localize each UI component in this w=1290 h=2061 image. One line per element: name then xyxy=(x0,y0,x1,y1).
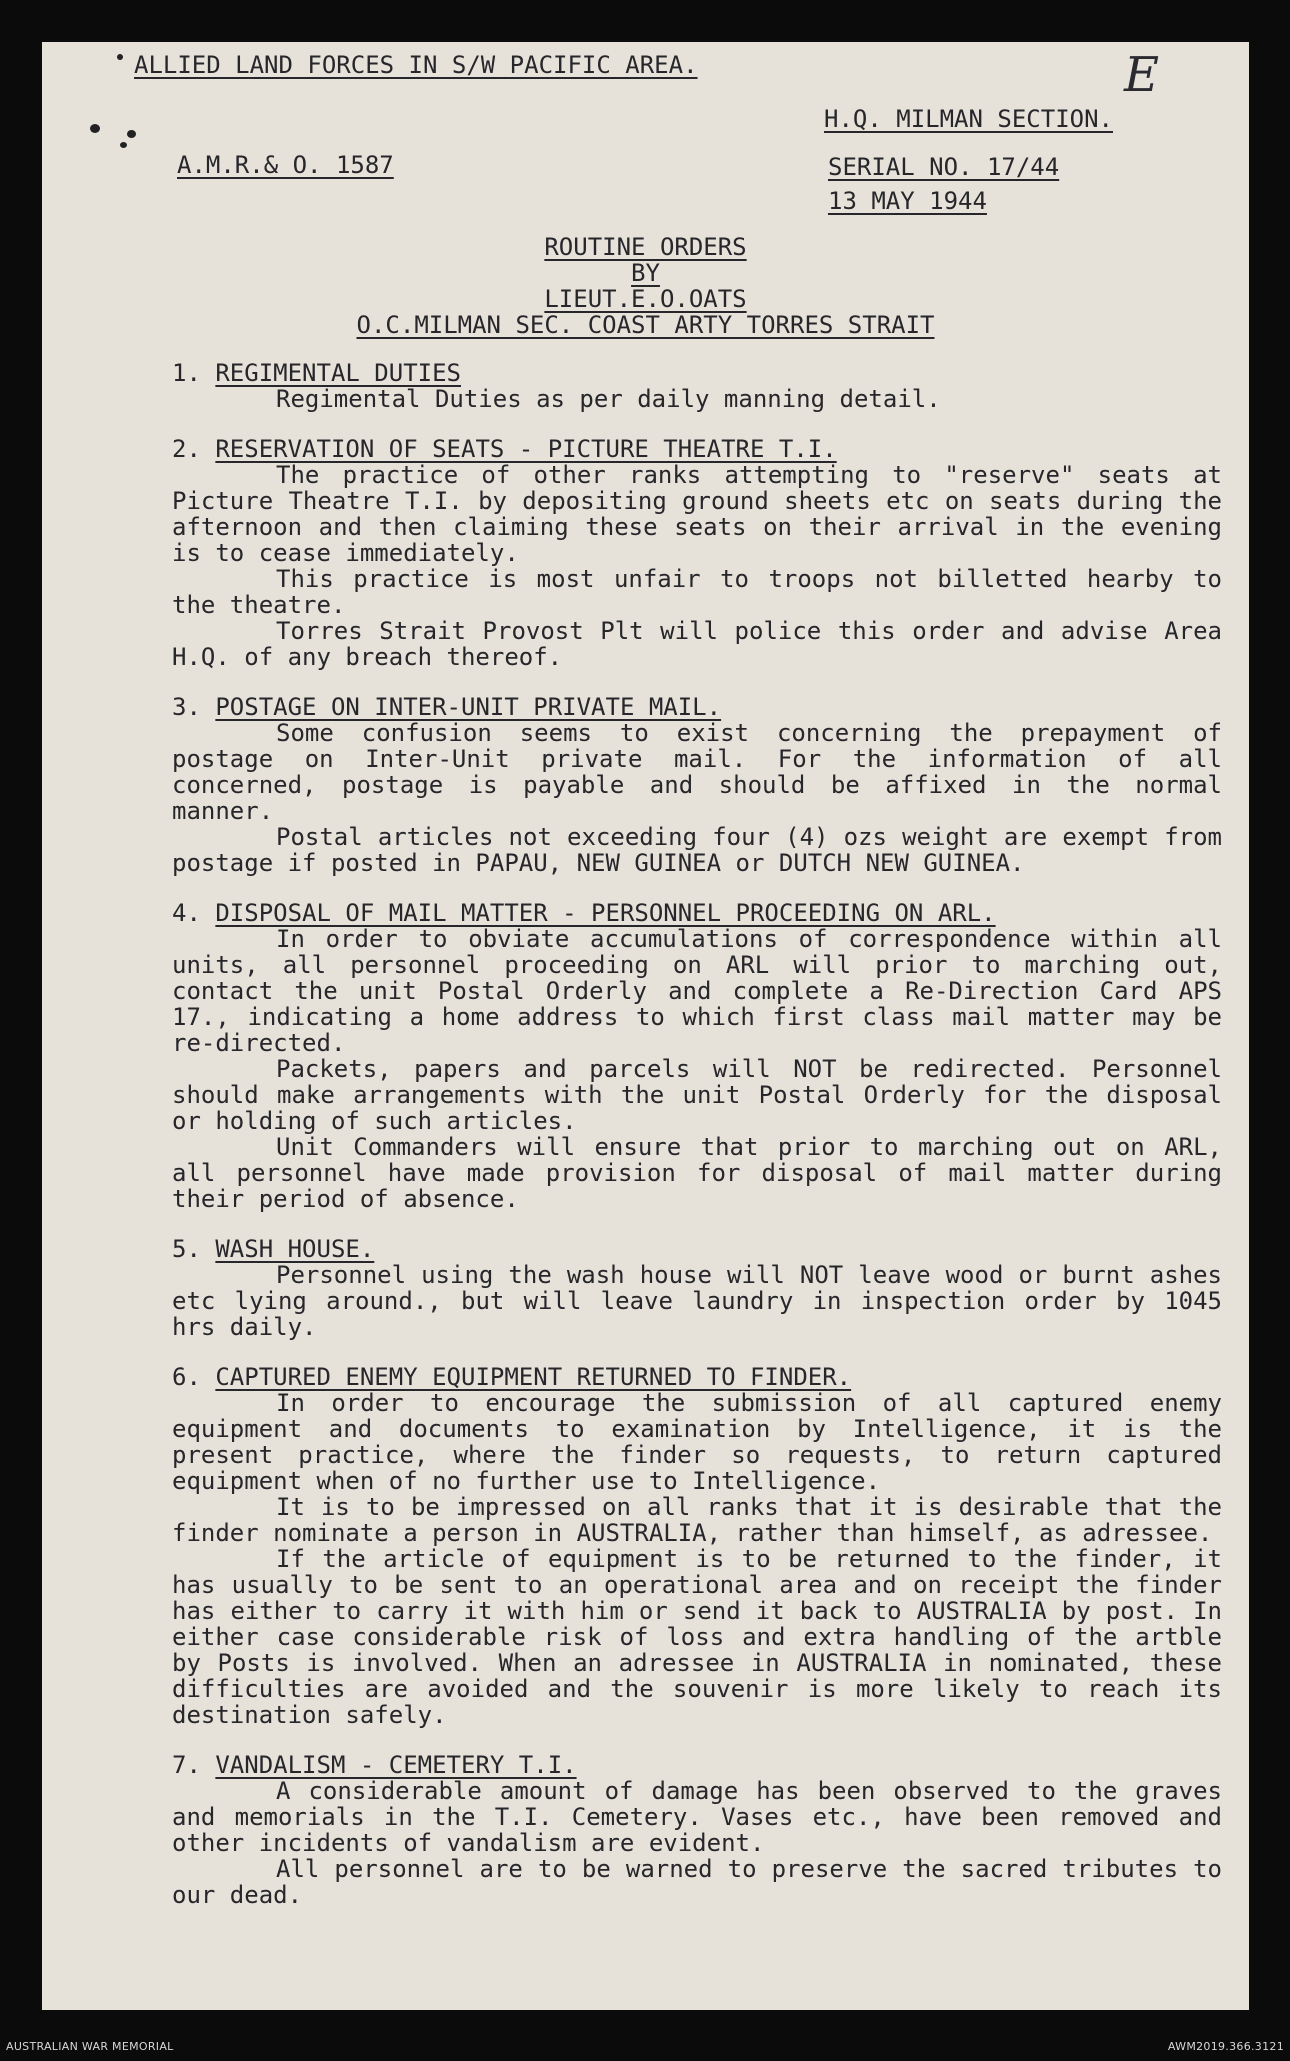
ink-dot xyxy=(90,124,100,133)
section-heading xyxy=(172,1752,1222,1778)
title-line-3: LIEUT.E.O.OATS xyxy=(544,285,747,313)
section-heading xyxy=(172,900,1222,926)
ink-dot xyxy=(117,54,123,60)
paragraph: In order to obviate accumulations of correspondence within all units, all personnel proceeding on ARL will prior to marching out, contact the unit Postal Orderly and complete a Re-Direction Card APS 17., indicating a home address to which first class mail matter may be re-directed. xyxy=(172,925,1222,1057)
order-section xyxy=(172,900,1222,1212)
section-title: CAPTURED ENEMY EQUIPMENT RETURNED TO FINDER. xyxy=(215,1363,852,1391)
paragraph: This practice is most unfair to troops not billetted hearby to the theatre. xyxy=(172,565,1222,619)
paragraph: In order to encourage the submission of all captured enemy equipment and documents to examination by Intelligence, it is the present practice, where the finder so requests, to return captured equipment when of no further use to Intelligence. xyxy=(172,1389,1222,1495)
order-section xyxy=(172,1752,1222,1908)
paragraph: Postal articles not exceeding four (4) ozs weight are exempt from postage if posted in PAPAU, NEW GUINEA or DUTCH NEW GUINEA. xyxy=(172,823,1222,877)
section-title: RESERVATION OF SEATS - PICTURE THEATRE T.I. xyxy=(215,435,837,463)
section-number: 3. xyxy=(172,693,201,721)
title-line-2: BY xyxy=(631,259,660,287)
paragraph: Personnel using the wash house will NOT leave wood or burnt ashes etc lying around., but will leave laundry in inspection order by 1045 hrs daily. xyxy=(172,1261,1222,1341)
section-heading xyxy=(172,360,1222,386)
order-section xyxy=(172,1236,1222,1340)
section-heading xyxy=(172,1364,1222,1390)
paragraph: If the article of equipment is to be returned to the finder, it has usually to be sent to an operational area and on receipt the finder has either to carry it with him or send it back to AUSTRALIA by post. In either case considerable risk of loss and extra handling of the artble by Posts is involved. When an adressee in AUSTRALIA in nominated, these difficulties are avoided and the souvenir is more likely to reach its destination safely. xyxy=(172,1545,1222,1729)
archive-id: AWM2019.366.3121 xyxy=(1167,2040,1284,2053)
section-number: 4. xyxy=(172,899,201,927)
section-title: REGIMENTAL DUTIES xyxy=(215,359,461,387)
order-section xyxy=(172,1364,1222,1728)
paragraph: Packets, papers and parcels will NOT be redirected. Personnel should make arrangements with the unit Postal Orderly for the disposal or holding of such articles. xyxy=(172,1055,1222,1135)
title-line-4: O.C.MILMAN SEC. COAST ARTY TORRES STRAIT xyxy=(356,311,935,339)
organization-heading: ALLIED LAND FORCES IN S/W PACIFIC AREA. xyxy=(134,51,698,79)
section-number: 5. xyxy=(172,1235,201,1263)
order-section xyxy=(172,436,1222,670)
paragraph: The practice of other ranks attempting to "reserve" seats at Picture Theatre T.I. by depositing ground sheets etc on seats during the afternoon and then claiming these seats on their arrival in the evening is to cease immediately. xyxy=(172,461,1222,567)
paragraph: Unit Commanders will ensure that prior to marching out on ARL, all personnel have made provision for disposal of mail matter during their period of absence. xyxy=(172,1133,1222,1213)
section-number: 7. xyxy=(172,1751,201,1779)
section-heading xyxy=(172,694,1222,720)
ink-dot xyxy=(127,130,136,138)
handwritten-mark: E xyxy=(1123,47,1159,103)
order-section xyxy=(172,694,1222,876)
section-heading xyxy=(172,1236,1222,1262)
paragraph: It is to be impressed on all ranks that it is desirable that the finder nominate a person in AUSTRALIA, rather than himself, as adressee. xyxy=(172,1493,1222,1547)
archive-credit: AUSTRALIAN WAR MEMORIAL xyxy=(6,2040,174,2053)
section-number: 6. xyxy=(172,1363,201,1391)
orders-body xyxy=(172,360,1222,1932)
section-title: VANDALISM - CEMETERY T.I. xyxy=(215,1751,577,1779)
document-date: 13 MAY 1944 xyxy=(828,187,987,215)
title-block xyxy=(42,234,1249,338)
paragraph: All personnel are to be warned to preserve the sacred tributes to our dead. xyxy=(172,1855,1222,1909)
ink-dot xyxy=(120,142,127,148)
order-section xyxy=(172,360,1222,412)
section-title: POSTAGE ON INTER-UNIT PRIVATE MAIL. xyxy=(215,693,722,721)
serial-number: SERIAL NO. 17/44 xyxy=(828,153,1060,181)
section-heading xyxy=(172,436,1222,462)
section-title: WASH HOUSE. xyxy=(215,1235,375,1263)
section-name: H.Q. MILMAN SECTION. xyxy=(824,105,1113,133)
section-number: 2. xyxy=(172,435,201,463)
reference-number: A.M.R.& O. 1587 xyxy=(177,151,394,179)
section-number: 1. xyxy=(172,359,201,387)
section-title: DISPOSAL OF MAIL MATTER - PERSONNEL PROCEEDING ON ARL. xyxy=(215,899,996,927)
paragraph: Some confusion seems to exist concerning the prepayment of postage on Inter-Unit private mail. For the information of all concerned, postage is payable and should be affixed in the normal manner. xyxy=(172,719,1222,825)
paragraph: Regimental Duties as per daily manning detail. xyxy=(276,385,941,413)
title-line-1: ROUTINE ORDERS xyxy=(544,233,747,261)
document-page xyxy=(42,42,1249,2010)
paragraph: Torres Strait Provost Plt will police this order and advise Area H.Q. of any breach thereof. xyxy=(172,617,1222,671)
paragraph: A considerable amount of damage has been observed to the graves and memorials in the T.I. Cemetery. Vases etc., have been removed and other incidents of vandalism are evident. xyxy=(172,1777,1222,1857)
